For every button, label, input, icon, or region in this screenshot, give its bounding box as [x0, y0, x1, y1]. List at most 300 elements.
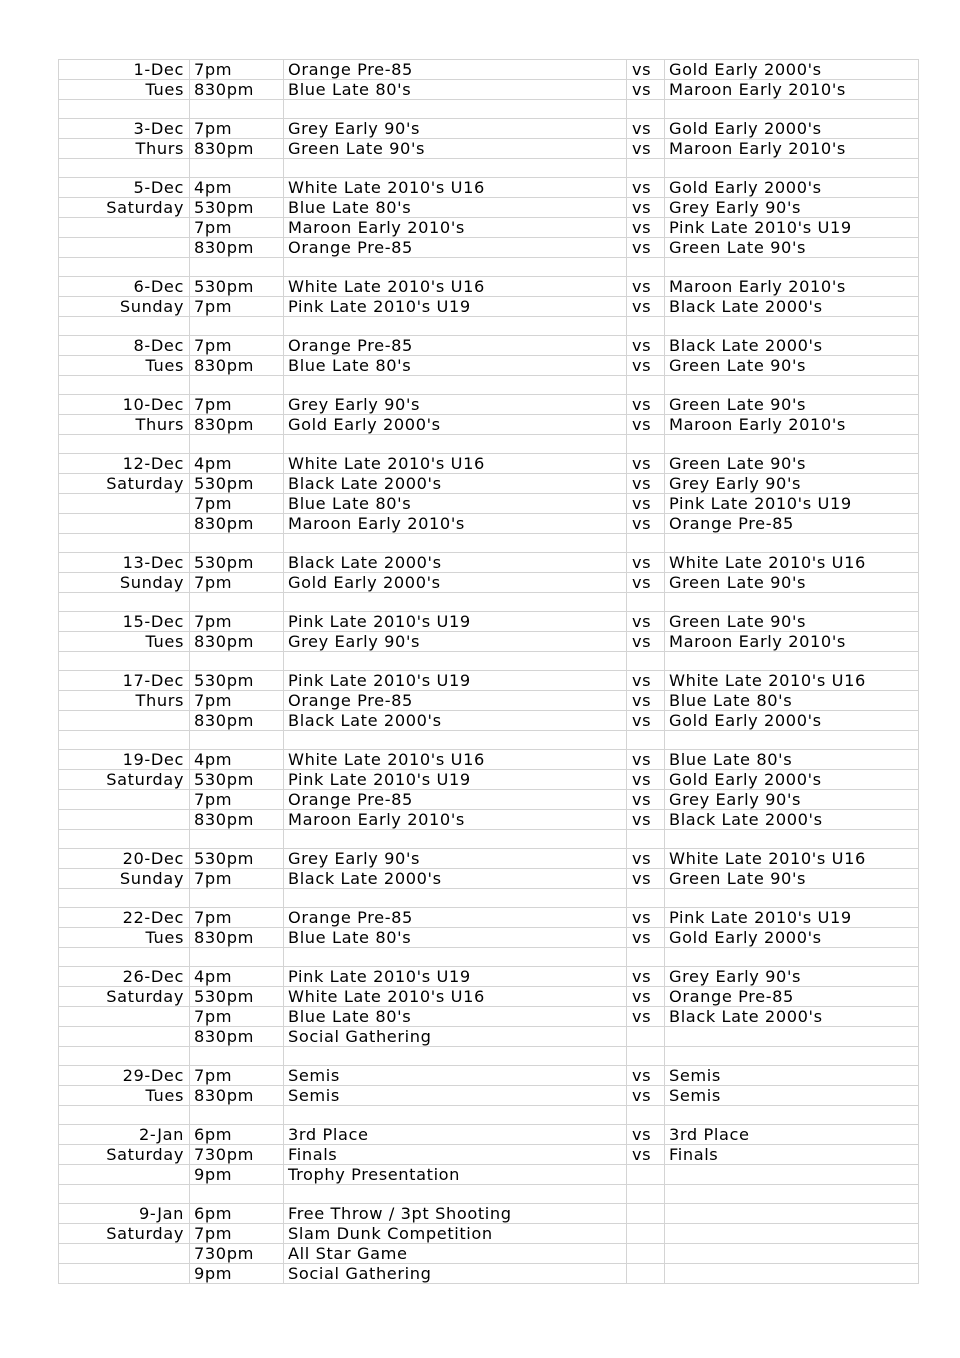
- time-cell: [190, 948, 284, 967]
- time-cell: 830pm: [190, 238, 284, 258]
- date-cell: Sunday: [59, 869, 190, 889]
- schedule-row: [59, 790, 919, 810]
- home-team-cell: [284, 159, 627, 178]
- date-cell: [59, 1264, 190, 1284]
- schedule-table: [58, 59, 919, 1284]
- time-cell: 9pm: [190, 1264, 284, 1284]
- date-cell: [59, 731, 190, 750]
- home-team-cell: [284, 889, 627, 908]
- home-team-cell: Gold Early 2000's: [284, 573, 627, 593]
- time-cell: 6pm: [190, 1204, 284, 1224]
- vs-cell: vs: [627, 1086, 665, 1106]
- away-team-cell: Green Late 90's: [665, 573, 919, 593]
- vs-cell: vs: [627, 415, 665, 435]
- home-team-cell: Orange Pre-85: [284, 691, 627, 711]
- date-cell: [59, 711, 190, 731]
- date-cell: 12-Dec: [59, 454, 190, 474]
- schedule-row: [59, 60, 919, 80]
- home-team-cell: Blue Late 80's: [284, 494, 627, 514]
- time-cell: [190, 100, 284, 119]
- away-team-cell: [665, 1047, 919, 1066]
- time-cell: 830pm: [190, 415, 284, 435]
- schedule-row: [59, 139, 919, 159]
- date-cell: Saturday: [59, 1224, 190, 1244]
- schedule-body: [59, 60, 919, 1284]
- vs-cell: vs: [627, 454, 665, 474]
- away-team-cell: [665, 435, 919, 454]
- date-cell: 8-Dec: [59, 336, 190, 356]
- schedule-row: [59, 849, 919, 869]
- home-team-cell: [284, 948, 627, 967]
- away-team-cell: White Late 2010's U16: [665, 849, 919, 869]
- schedule-row: [59, 178, 919, 198]
- away-team-cell: [665, 830, 919, 849]
- home-team-cell: Green Late 90's: [284, 139, 627, 159]
- schedule-row: [59, 1204, 919, 1224]
- home-team-cell: Maroon Early 2010's: [284, 810, 627, 830]
- vs-cell: [627, 593, 665, 612]
- home-team-cell: [284, 1185, 627, 1204]
- schedule-row: [59, 356, 919, 376]
- time-cell: [190, 435, 284, 454]
- date-cell: [59, 1244, 190, 1264]
- away-team-cell: [665, 100, 919, 119]
- schedule-row: [59, 750, 919, 770]
- away-team-cell: Pink Late 2010's U19: [665, 218, 919, 238]
- time-cell: 7pm: [190, 297, 284, 317]
- date-cell: 10-Dec: [59, 395, 190, 415]
- date-cell: [59, 159, 190, 178]
- away-team-cell: [665, 1027, 919, 1047]
- schedule-row: [59, 1165, 919, 1185]
- date-cell: [59, 376, 190, 395]
- schedule-row: [59, 1145, 919, 1165]
- schedule-row: [59, 967, 919, 987]
- schedule-row: [59, 415, 919, 435]
- vs-cell: vs: [627, 849, 665, 869]
- away-team-cell: Black Late 2000's: [665, 810, 919, 830]
- away-team-cell: [665, 159, 919, 178]
- home-team-cell: Pink Late 2010's U19: [284, 612, 627, 632]
- time-cell: [190, 534, 284, 553]
- vs-cell: [627, 1244, 665, 1264]
- schedule-row: [59, 553, 919, 573]
- away-team-cell: [665, 534, 919, 553]
- away-team-cell: Pink Late 2010's U19: [665, 494, 919, 514]
- date-cell: [59, 1185, 190, 1204]
- vs-cell: vs: [627, 218, 665, 238]
- home-team-cell: [284, 317, 627, 336]
- home-team-cell: All Star Game: [284, 1244, 627, 1264]
- schedule-row: [59, 218, 919, 238]
- away-team-cell: Maroon Early 2010's: [665, 277, 919, 297]
- vs-cell: vs: [627, 632, 665, 652]
- schedule-row: [59, 711, 919, 731]
- away-team-cell: Green Late 90's: [665, 869, 919, 889]
- schedule-row: [59, 1224, 919, 1244]
- vs-cell: [627, 534, 665, 553]
- home-team-cell: White Late 2010's U16: [284, 277, 627, 297]
- schedule-row: [59, 198, 919, 218]
- away-team-cell: Gold Early 2000's: [665, 711, 919, 731]
- home-team-cell: Semis: [284, 1066, 627, 1086]
- time-cell: 530pm: [190, 987, 284, 1007]
- vs-cell: vs: [627, 810, 665, 830]
- away-team-cell: Green Late 90's: [665, 395, 919, 415]
- home-team-cell: Blue Late 80's: [284, 1007, 627, 1027]
- away-team-cell: [665, 258, 919, 277]
- vs-cell: [627, 258, 665, 277]
- date-cell: Tues: [59, 80, 190, 100]
- home-team-cell: Blue Late 80's: [284, 928, 627, 948]
- home-team-cell: Finals: [284, 1145, 627, 1165]
- time-cell: 7pm: [190, 790, 284, 810]
- time-cell: 7pm: [190, 218, 284, 238]
- date-cell: 29-Dec: [59, 1066, 190, 1086]
- away-team-cell: Grey Early 90's: [665, 967, 919, 987]
- home-team-cell: Pink Late 2010's U19: [284, 770, 627, 790]
- date-cell: Thurs: [59, 139, 190, 159]
- home-team-cell: Black Late 2000's: [284, 869, 627, 889]
- home-team-cell: White Late 2010's U16: [284, 454, 627, 474]
- home-team-cell: Social Gathering: [284, 1027, 627, 1047]
- schedule-row: [59, 80, 919, 100]
- home-team-cell: [284, 534, 627, 553]
- time-cell: 7pm: [190, 1007, 284, 1027]
- time-cell: 7pm: [190, 1224, 284, 1244]
- time-cell: 530pm: [190, 198, 284, 218]
- spacer-row: [59, 376, 919, 395]
- vs-cell: [627, 652, 665, 671]
- schedule-row: [59, 573, 919, 593]
- away-team-cell: Maroon Early 2010's: [665, 632, 919, 652]
- schedule-row: [59, 1244, 919, 1264]
- time-cell: 830pm: [190, 810, 284, 830]
- vs-cell: vs: [627, 336, 665, 356]
- away-team-cell: [665, 593, 919, 612]
- vs-cell: vs: [627, 494, 665, 514]
- vs-cell: vs: [627, 691, 665, 711]
- date-cell: [59, 534, 190, 553]
- away-team-cell: [665, 731, 919, 750]
- vs-cell: [627, 948, 665, 967]
- away-team-cell: Green Late 90's: [665, 454, 919, 474]
- vs-cell: vs: [627, 1066, 665, 1086]
- home-team-cell: [284, 258, 627, 277]
- away-team-cell: Grey Early 90's: [665, 198, 919, 218]
- date-cell: [59, 258, 190, 277]
- vs-cell: vs: [627, 474, 665, 494]
- spacer-row: [59, 534, 919, 553]
- home-team-cell: Free Throw / 3pt Shooting: [284, 1204, 627, 1224]
- vs-cell: vs: [627, 277, 665, 297]
- time-cell: 830pm: [190, 928, 284, 948]
- date-cell: Saturday: [59, 1145, 190, 1165]
- time-cell: 7pm: [190, 573, 284, 593]
- vs-cell: vs: [627, 553, 665, 573]
- away-team-cell: [665, 1204, 919, 1224]
- date-cell: [59, 514, 190, 534]
- away-team-cell: [665, 376, 919, 395]
- vs-cell: vs: [627, 356, 665, 376]
- away-team-cell: White Late 2010's U16: [665, 553, 919, 573]
- time-cell: 4pm: [190, 750, 284, 770]
- vs-cell: vs: [627, 1007, 665, 1027]
- time-cell: 9pm: [190, 1165, 284, 1185]
- schedule-row: [59, 1027, 919, 1047]
- away-team-cell: [665, 1244, 919, 1264]
- date-cell: Saturday: [59, 474, 190, 494]
- home-team-cell: Grey Early 90's: [284, 119, 627, 139]
- schedule-row: [59, 119, 919, 139]
- away-team-cell: Maroon Early 2010's: [665, 415, 919, 435]
- home-team-cell: [284, 376, 627, 395]
- vs-cell: vs: [627, 770, 665, 790]
- away-team-cell: Black Late 2000's: [665, 297, 919, 317]
- vs-cell: vs: [627, 908, 665, 928]
- date-cell: Tues: [59, 928, 190, 948]
- date-cell: Saturday: [59, 987, 190, 1007]
- date-cell: [59, 810, 190, 830]
- time-cell: 830pm: [190, 711, 284, 731]
- date-cell: [59, 948, 190, 967]
- time-cell: 530pm: [190, 553, 284, 573]
- home-team-cell: 3rd Place: [284, 1125, 627, 1145]
- vs-cell: vs: [627, 790, 665, 810]
- spacer-row: [59, 258, 919, 277]
- vs-cell: vs: [627, 671, 665, 691]
- home-team-cell: [284, 1047, 627, 1066]
- time-cell: 830pm: [190, 139, 284, 159]
- schedule-row: [59, 297, 919, 317]
- date-cell: [59, 593, 190, 612]
- away-team-cell: Gold Early 2000's: [665, 928, 919, 948]
- away-team-cell: [665, 948, 919, 967]
- time-cell: 730pm: [190, 1145, 284, 1165]
- vs-cell: [627, 317, 665, 336]
- date-cell: [59, 889, 190, 908]
- home-team-cell: Semis: [284, 1086, 627, 1106]
- home-team-cell: Blue Late 80's: [284, 80, 627, 100]
- away-team-cell: [665, 1264, 919, 1284]
- schedule-row: [59, 514, 919, 534]
- time-cell: 7pm: [190, 119, 284, 139]
- date-cell: [59, 1007, 190, 1027]
- time-cell: [190, 652, 284, 671]
- vs-cell: vs: [627, 1125, 665, 1145]
- date-cell: [59, 238, 190, 258]
- schedule-row: [59, 1066, 919, 1086]
- vs-cell: [627, 1106, 665, 1125]
- home-team-cell: [284, 593, 627, 612]
- home-team-cell: Pink Late 2010's U19: [284, 671, 627, 691]
- away-team-cell: [665, 317, 919, 336]
- time-cell: 7pm: [190, 60, 284, 80]
- schedule-row: [59, 395, 919, 415]
- vs-cell: vs: [627, 928, 665, 948]
- schedule-row: [59, 612, 919, 632]
- home-team-cell: Black Late 2000's: [284, 553, 627, 573]
- vs-cell: vs: [627, 80, 665, 100]
- date-cell: [59, 790, 190, 810]
- time-cell: [190, 258, 284, 277]
- time-cell: [190, 731, 284, 750]
- away-team-cell: [665, 1165, 919, 1185]
- home-team-cell: Grey Early 90's: [284, 395, 627, 415]
- time-cell: [190, 889, 284, 908]
- away-team-cell: Orange Pre-85: [665, 987, 919, 1007]
- date-cell: [59, 1047, 190, 1066]
- away-team-cell: Semis: [665, 1086, 919, 1106]
- home-team-cell: Blue Late 80's: [284, 356, 627, 376]
- vs-cell: vs: [627, 198, 665, 218]
- away-team-cell: White Late 2010's U16: [665, 671, 919, 691]
- time-cell: 7pm: [190, 494, 284, 514]
- time-cell: [190, 830, 284, 849]
- away-team-cell: Semis: [665, 1066, 919, 1086]
- away-team-cell: Grey Early 90's: [665, 474, 919, 494]
- schedule-row: [59, 928, 919, 948]
- schedule-row: [59, 474, 919, 494]
- away-team-cell: Finals: [665, 1145, 919, 1165]
- time-cell: [190, 1047, 284, 1066]
- away-team-cell: 3rd Place: [665, 1125, 919, 1145]
- time-cell: 830pm: [190, 356, 284, 376]
- time-cell: 4pm: [190, 454, 284, 474]
- date-cell: Sunday: [59, 297, 190, 317]
- schedule-row: [59, 1125, 919, 1145]
- date-cell: 26-Dec: [59, 967, 190, 987]
- date-cell: Thurs: [59, 415, 190, 435]
- away-team-cell: Gold Early 2000's: [665, 770, 919, 790]
- home-team-cell: Pink Late 2010's U19: [284, 967, 627, 987]
- schedule-row: [59, 1086, 919, 1106]
- vs-cell: [627, 1185, 665, 1204]
- spacer-row: [59, 652, 919, 671]
- date-cell: [59, 435, 190, 454]
- time-cell: 530pm: [190, 277, 284, 297]
- vs-cell: vs: [627, 514, 665, 534]
- time-cell: 6pm: [190, 1125, 284, 1145]
- home-team-cell: Grey Early 90's: [284, 632, 627, 652]
- home-team-cell: [284, 100, 627, 119]
- spacer-row: [59, 948, 919, 967]
- home-team-cell: Gold Early 2000's: [284, 415, 627, 435]
- time-cell: 7pm: [190, 612, 284, 632]
- home-team-cell: Orange Pre-85: [284, 336, 627, 356]
- schedule-row: [59, 770, 919, 790]
- away-team-cell: Green Late 90's: [665, 238, 919, 258]
- away-team-cell: Orange Pre-85: [665, 514, 919, 534]
- away-team-cell: Green Late 90's: [665, 356, 919, 376]
- vs-cell: vs: [627, 178, 665, 198]
- vs-cell: vs: [627, 60, 665, 80]
- home-team-cell: [284, 830, 627, 849]
- schedule-row: [59, 494, 919, 514]
- time-cell: [190, 593, 284, 612]
- time-cell: 830pm: [190, 80, 284, 100]
- schedule-row: [59, 454, 919, 474]
- date-cell: [59, 1165, 190, 1185]
- time-cell: 530pm: [190, 849, 284, 869]
- vs-cell: [627, 159, 665, 178]
- vs-cell: [627, 889, 665, 908]
- schedule-row: [59, 987, 919, 1007]
- vs-cell: [627, 830, 665, 849]
- schedule-row: [59, 671, 919, 691]
- away-team-cell: [665, 889, 919, 908]
- away-team-cell: [665, 1106, 919, 1125]
- vs-cell: vs: [627, 987, 665, 1007]
- time-cell: [190, 159, 284, 178]
- date-cell: 1-Dec: [59, 60, 190, 80]
- home-team-cell: Social Gathering: [284, 1264, 627, 1284]
- time-cell: 730pm: [190, 1244, 284, 1264]
- date-cell: Thurs: [59, 691, 190, 711]
- vs-cell: vs: [627, 750, 665, 770]
- away-team-cell: Grey Early 90's: [665, 790, 919, 810]
- time-cell: [190, 376, 284, 395]
- time-cell: 4pm: [190, 178, 284, 198]
- vs-cell: [627, 376, 665, 395]
- time-cell: [190, 317, 284, 336]
- home-team-cell: [284, 435, 627, 454]
- home-team-cell: Maroon Early 2010's: [284, 514, 627, 534]
- date-cell: [59, 100, 190, 119]
- date-cell: 22-Dec: [59, 908, 190, 928]
- date-cell: Saturday: [59, 198, 190, 218]
- away-team-cell: [665, 652, 919, 671]
- vs-cell: vs: [627, 297, 665, 317]
- time-cell: 7pm: [190, 395, 284, 415]
- home-team-cell: Pink Late 2010's U19: [284, 297, 627, 317]
- vs-cell: vs: [627, 119, 665, 139]
- schedule-row: [59, 336, 919, 356]
- vs-cell: [627, 1264, 665, 1284]
- schedule-row: [59, 869, 919, 889]
- away-team-cell: Pink Late 2010's U19: [665, 908, 919, 928]
- home-team-cell: Blue Late 80's: [284, 198, 627, 218]
- time-cell: 7pm: [190, 336, 284, 356]
- home-team-cell: Black Late 2000's: [284, 711, 627, 731]
- date-cell: [59, 218, 190, 238]
- spacer-row: [59, 731, 919, 750]
- schedule-row: [59, 632, 919, 652]
- date-cell: 9-Jan: [59, 1204, 190, 1224]
- vs-cell: vs: [627, 967, 665, 987]
- time-cell: 7pm: [190, 691, 284, 711]
- date-cell: [59, 1027, 190, 1047]
- vs-cell: [627, 100, 665, 119]
- vs-cell: vs: [627, 573, 665, 593]
- vs-cell: vs: [627, 612, 665, 632]
- spacer-row: [59, 889, 919, 908]
- spacer-row: [59, 1185, 919, 1204]
- vs-cell: [627, 1224, 665, 1244]
- vs-cell: vs: [627, 395, 665, 415]
- vs-cell: vs: [627, 238, 665, 258]
- time-cell: 530pm: [190, 770, 284, 790]
- time-cell: [190, 1106, 284, 1125]
- date-cell: [59, 1106, 190, 1125]
- time-cell: 530pm: [190, 474, 284, 494]
- home-team-cell: White Late 2010's U16: [284, 987, 627, 1007]
- schedule-row: [59, 238, 919, 258]
- home-team-cell: Orange Pre-85: [284, 908, 627, 928]
- vs-cell: vs: [627, 139, 665, 159]
- date-cell: 5-Dec: [59, 178, 190, 198]
- home-team-cell: Maroon Early 2010's: [284, 218, 627, 238]
